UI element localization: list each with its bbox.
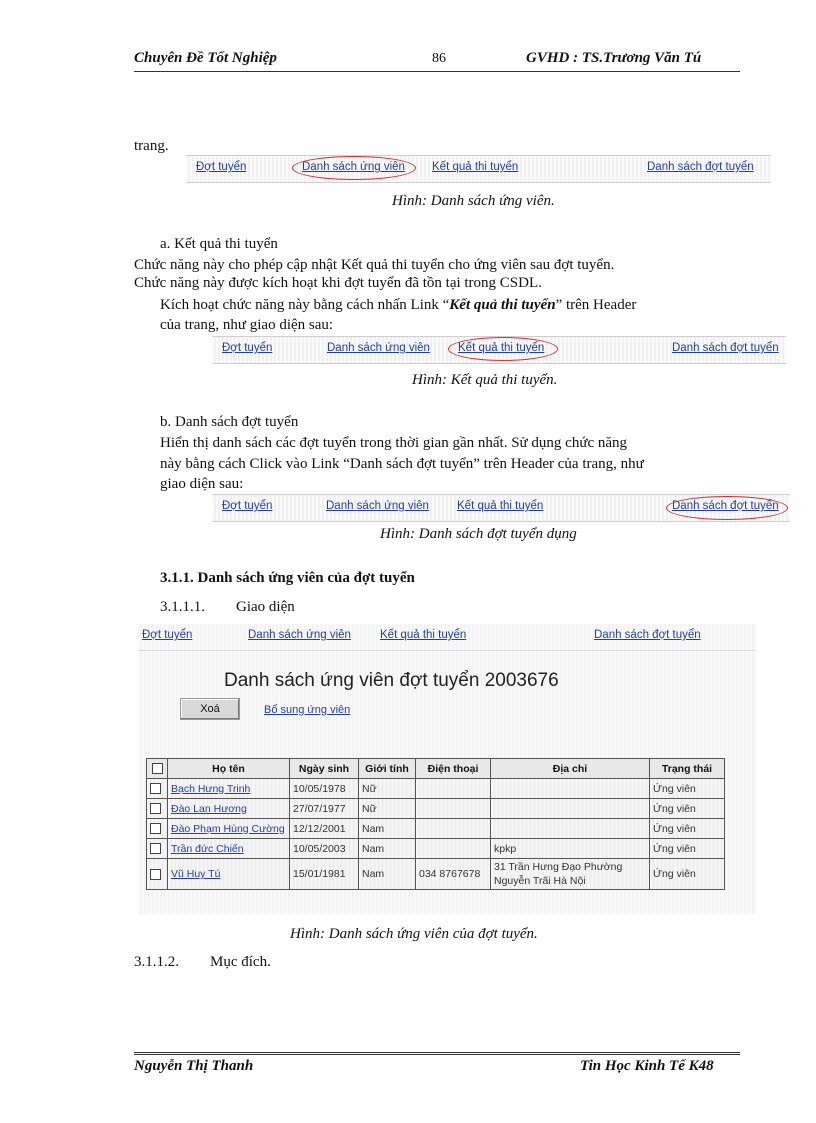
table-cell: 31 Trần Hưng Đạo Phường Nguyễn Trãi Hà Nội <box>491 859 650 890</box>
row-checkbox[interactable] <box>147 839 168 859</box>
nav-link-dot-tuyen[interactable]: Đợt tuyển <box>222 500 273 512</box>
checkbox-icon <box>150 843 161 854</box>
table-cell: Ứng viên <box>650 799 725 819</box>
table-cell: Nam <box>359 859 416 890</box>
table-cell: Nữ <box>359 779 416 799</box>
checkbox-icon <box>150 803 161 814</box>
section-b-line3: giao diện sau: <box>160 476 244 492</box>
table-cell: 27/07/1977 <box>290 799 359 819</box>
footer-rule <box>134 1052 740 1055</box>
table-cell <box>416 779 491 799</box>
candidate-name-link[interactable] <box>168 839 290 859</box>
nav-link-danh-sach-dot-tuyen[interactable]: Danh sách đợt tuyển <box>672 342 779 354</box>
section-heading-3-1-1: 3.1.1. Danh sách ứng viên của đợt tuyển <box>160 570 415 586</box>
subsection-title-3-1-1-2: Mục đích. <box>210 954 271 970</box>
candidate-name-link[interactable] <box>168 819 290 839</box>
highlight-ellipse <box>448 337 558 361</box>
nav-link-danh-sach-ung-vien[interactable]: Danh sách ứng viên <box>327 342 430 354</box>
section-a-heading: a. Kết quả thi tuyển <box>160 236 278 252</box>
figure-caption-1: Hình: Danh sách ứng viên. <box>392 193 555 209</box>
table-cell: Ứng viên <box>650 859 725 890</box>
nav-link-danh-sach-ung-vien[interactable]: Danh sách ứng viên <box>302 161 405 173</box>
nav-link-ket-qua-thi-tuyen[interactable]: Kết quả thi tuyển <box>458 342 545 354</box>
checkbox-icon <box>150 823 161 834</box>
column-header[interactable]: Trạng thái <box>650 759 725 779</box>
table-row <box>147 819 725 839</box>
section-a-line3: Kích hoạt chức năng này bằng cách nhấn Link “Kết quả thi tuyển” trên Header <box>160 297 637 313</box>
table-cell <box>491 779 650 799</box>
candidate-name-link[interactable] <box>168 799 290 819</box>
nav-link-danh-sach-ung-vien[interactable]: Danh sách ứng viên <box>326 500 429 512</box>
table-cell: Nữ <box>359 799 416 819</box>
candidate-table <box>146 758 725 890</box>
section-a-line1: Chức năng này cho phép cập nhật Kết quả thi tuyển cho ứng viên sau đợt tuyển. <box>134 257 615 273</box>
subsection-number-3-1-1-1: 3.1.1.1. <box>160 599 205 615</box>
emphasis-link-name: Kết quả thi tuyển <box>449 297 556 313</box>
table-row <box>147 859 725 890</box>
section-a-line4: của trang, như giao diện sau: <box>160 317 334 333</box>
row-checkbox[interactable] <box>147 819 168 839</box>
section-b-line1: Hiển thị danh sách các đợt tuyển trong thời gian gần nhất. Sử dụng chức năng <box>160 435 628 451</box>
subsection-number-3-1-1-2: 3.1.1.2. <box>134 954 179 970</box>
table-cell: Ứng viên <box>650 839 725 859</box>
header-right: GVHD : TS.Trương Văn Tú <box>526 50 702 66</box>
intro-tail: trang. <box>134 138 169 154</box>
screenshot-title: Danh sách ứng viên đợt tuyển 2003676 <box>224 670 559 691</box>
header-left: Chuyên Đề Tốt Nghiệp <box>134 50 277 66</box>
table-cell <box>416 799 491 819</box>
column-header[interactable]: Ngày sinh <box>290 759 359 779</box>
column-header[interactable]: Địa chỉ <box>491 759 650 779</box>
table-cell: 034 8767678 <box>416 859 491 890</box>
table-cell <box>491 799 650 819</box>
table-cell: Nam <box>359 819 416 839</box>
checkbox-icon <box>150 783 161 794</box>
table-cell: kpkp <box>491 839 650 859</box>
nav-bar-fig2 <box>212 336 786 364</box>
footer-right: Tin Học Kinh Tế K48 <box>580 1058 714 1074</box>
table-cell: 10/05/2003 <box>290 839 359 859</box>
table-cell <box>491 819 650 839</box>
nav-bar-fig1 <box>186 155 771 183</box>
table-cell <box>416 839 491 859</box>
delete-button[interactable]: Xoá <box>180 698 240 720</box>
table-cell: Ứng viên <box>650 779 725 799</box>
table-row <box>147 779 725 799</box>
table-row <box>147 839 725 859</box>
row-checkbox[interactable] <box>147 779 168 799</box>
nav-link-dot-tuyen[interactable]: Đợt tuyển <box>196 161 247 173</box>
nav-link-ket-qua-thi-tuyen[interactable]: Kết quả thi tuyển <box>432 161 519 173</box>
candidate-name[interactable]: Bạch Hưng Trinh <box>171 782 251 795</box>
table-cell <box>416 819 491 839</box>
figure-caption-3: Hình: Danh sách đợt tuyển dụng <box>380 526 577 542</box>
candidate-name[interactable]: Vũ Huy Tú <box>171 868 221 880</box>
column-header[interactable]: Giới tính <box>359 759 416 779</box>
nav-link-dot-tuyen[interactable]: Đợt tuyển <box>222 342 273 354</box>
screenshot-nav-bar <box>138 624 756 651</box>
add-candidate-link[interactable]: Bổ sung ứng viên <box>264 704 351 716</box>
row-checkbox[interactable] <box>147 799 168 819</box>
header-rule <box>134 71 740 72</box>
nav-link-ket-qua-thi-tuyen[interactable]: Kết quả thi tuyển <box>457 500 544 512</box>
page-number: 86 <box>432 51 446 66</box>
table-header-row <box>147 759 725 779</box>
candidate-name[interactable]: Đào Phạm Hùng Cường <box>171 822 285 835</box>
nav-link-ket-qua-thi-tuyen[interactable]: Kết quả thi tuyển <box>380 629 467 641</box>
section-b-heading: b. Danh sách đợt tuyển <box>160 414 299 430</box>
section-b-line2: này bằng cách Click vào Link “Danh sách đợt tuyển” trên Header của trang, như <box>160 456 644 472</box>
section-a-line2: Chức năng này được kích hoạt khi đợt tuyển đã tồn tại trong CSDL. <box>134 275 542 291</box>
select-all-checkbox[interactable] <box>147 759 168 779</box>
candidate-name[interactable]: Trần đức Chiến <box>171 842 244 855</box>
candidate-name[interactable]: Đào Lan Hương <box>171 802 247 815</box>
footer-left: Nguyễn Thị Thanh <box>134 1058 254 1074</box>
nav-link-dot-tuyen[interactable]: Đợt tuyển <box>142 629 193 641</box>
nav-link-danh-sach-dot-tuyen[interactable]: Danh sách đợt tuyển <box>672 500 779 512</box>
highlight-ellipse <box>292 156 416 180</box>
checkbox-icon <box>152 763 163 774</box>
figure-caption-4: Hình: Danh sách ứng viên của đợt tuyển. <box>290 926 538 942</box>
table-cell: 10/05/1978 <box>290 779 359 799</box>
highlight-ellipse <box>666 496 788 520</box>
candidate-name-link[interactable] <box>168 779 290 799</box>
candidate-list-screenshot <box>138 624 756 914</box>
table-cell: Nam <box>359 839 416 859</box>
candidate-name-link[interactable] <box>168 859 290 890</box>
table-row <box>147 799 725 819</box>
nav-link-danh-sach-dot-tuyen[interactable]: Danh sách đợt tuyển <box>647 161 754 173</box>
table-cell: 12/12/2001 <box>290 819 359 839</box>
nav-link-danh-sach-dot-tuyen[interactable]: Danh sách đợt tuyển <box>594 629 701 641</box>
checkbox-icon <box>150 869 161 880</box>
nav-bar-fig3 <box>212 494 790 522</box>
column-header[interactable]: Họ tên <box>168 759 290 779</box>
subsection-title-3-1-1-1: Giao diện <box>236 599 295 615</box>
figure-caption-2: Hình: Kết quả thi tuyển. <box>412 372 558 388</box>
nav-link-danh-sach-ung-vien[interactable]: Danh sách ứng viên <box>248 629 351 641</box>
row-checkbox[interactable] <box>147 859 168 890</box>
table-cell: 15/01/1981 <box>290 859 359 890</box>
column-header[interactable]: Điện thoại <box>416 759 491 779</box>
table-cell: Ứng viên <box>650 819 725 839</box>
